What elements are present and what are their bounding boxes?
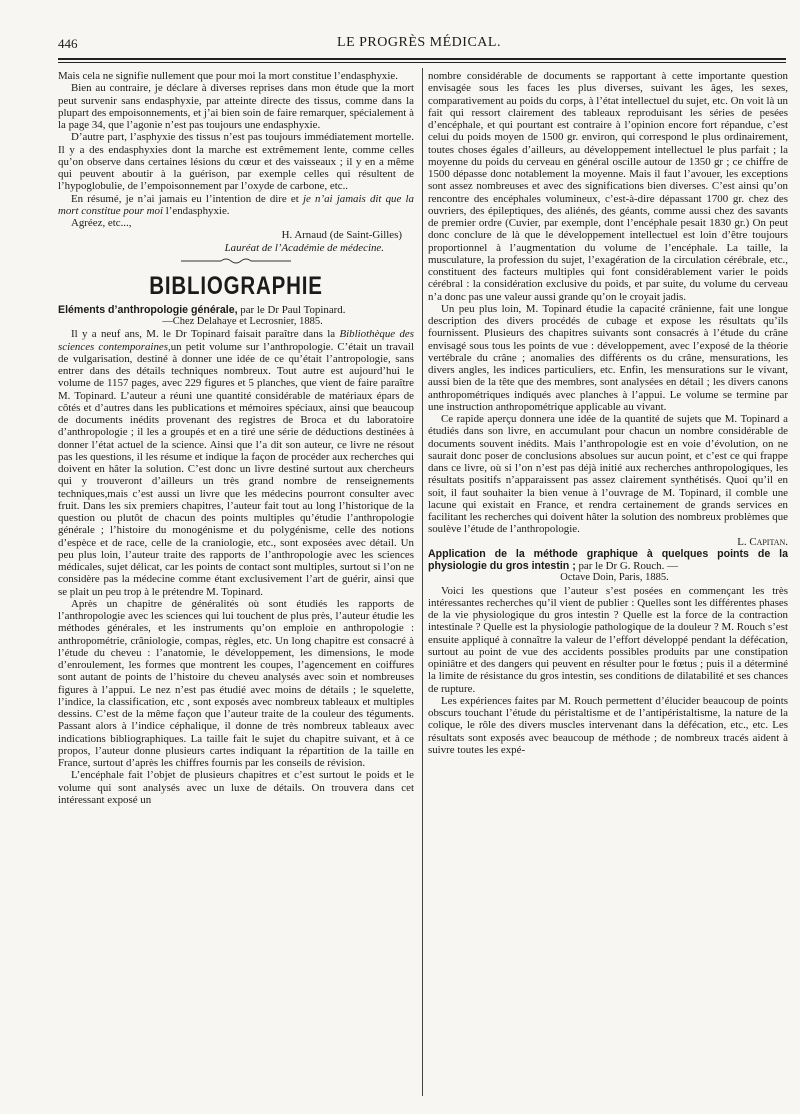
book-heading xyxy=(428,548,788,573)
conclusion-end: l’endasphyxie. xyxy=(162,204,230,217)
left-column xyxy=(58,70,414,1096)
review-text-cont: ,un petit volume sur l’anthropologie. C’était un travail de vulgarisation, destiné à donner une idée de ce qu’était l’antropologie, sans entrer dans des détails techniques nombreux. Tout autre est aujourd’hui le volume de 1157 pages, avec 229 figures et 5 planches, que vient de faire paraître M. Topinard. L’auteur a réuni une quantité considérable de matériaux épars de côtés et d’autres dans les publications et mémoires spéciaux, ainsi que beaucoup de documents inédits provenant des registres de Broca et du laboratoire d’anthropologie ; il les a groupés et en a tiré une série de déductions destinées à donner l’état actuel de la science. Ainsi que l’a dit son auteur, ce livre ne résout pas les questions, il les résume et indique la façon de procéder aux recherches qui doivent en hâter la solution. C’est donc un livre destiné surtout aux chercheurs qui y trouveront d’ailleurs un très grand nombre de renseignements techniques,mais c’est aussi un livre que les médecins pourront consulter avec fruit. Dans les six premiers chapitres, l’auteur fait tout au long l’historique de la question ou plutôt de chacun des points multiples qu’étudie l’anthropologie générale ; l’histoire du monogénisme et du polygénisme, celle des notions d’espèce et de race, celle de la craniologie, etc., sont exposées avec détail. Un peu plus loin, l’auteur traite des rapports de l’anthropologie avec les sciences médicales, sujet délicat, car les points de contact sont multiples, surtout si l’on ne considère pas la médecine comme étant exclusivement l’art de guérir, ainsi que se plait un peu trop à le prétendre M. Topinard. xyxy=(58,340,414,598)
review-italic: Bibliothèque des sciences contemporaines xyxy=(58,328,414,353)
letter-conclusion xyxy=(58,193,414,218)
section-title: BIBLIOGRAPHIE xyxy=(149,271,323,300)
letter-paragraph: Bien au contraire, je déclare à diverses reprises dans mon étude que la mort peut survenir sans endasphyxie, par atteinte directe des tissus, comme dans la plupart des empoisonnements, et j’ai bien soin de faire remarquer, spécialement à la page 34, que l’agonie n’est pas toujours une endasphyxie. xyxy=(58,82,414,131)
book-publisher: Octave Doin, Paris, 1885. xyxy=(560,572,669,584)
conclusion-text: En résumé, je n’ai jamais eu l’intention de dire et xyxy=(71,192,303,205)
header-rule-thin xyxy=(58,62,786,63)
book-publisher: —Chez Delahaye et Lecrosnier, 1885. xyxy=(162,316,323,327)
book-title: Application de la méthode graphique à quelques points de la physiologie du gros intestin ; xyxy=(428,547,788,572)
review-text: Il y a neuf ans, M. le Dr Topinard faisait paraître dans la xyxy=(71,328,340,341)
review-paragraph: Voici les questions que l’auteur s’est posées en commençant les très intéressantes recherches qu’il vient de publier : Quelles sont les différentes phases de la vie physiologique du gros intestin ? Quelle est la force de la contraction intestinale ? Quelle est la physiologie pathologique de la douleur ? M. Rouch s’est ensuite appliqué à connaître la valeur de l’effort développé pendant la défécation, surtout au point de vue des accidents possibles produits par une constipation opiniâtre et des dangers qui peuvent en résulter pour le fœtus ; puis il a déterminé la limite de résistance du gros intestin, ses conditions de dilatabilité et ses chances de rupture. xyxy=(428,584,788,695)
review-signature: L. Capitan. xyxy=(737,535,788,548)
review-paragraph: nombre considérable de documents se rapportant à cette importante question envisagée sous les faces les plus diverses, suivant les âges, les sexes, comparativement au poids du corps, à l’état intellectuel du sujet, etc. On voit là un fait qui ressort clairement des tableaux reproduisant les séries de pesées d’encéphale, et qui pourtant est contraire à l’opinion encore fort répandue, c’est celui du poids moyen de 1500 gr. environ, qui correspond le plus ordinairement, toutes choses égales d’ailleurs, au développement intellectuel le plus parfait ; la moyenne du poids du cerveau en général oscille autour de 1350 gr ; ce chiffre de 1500 dépasse donc notablement la moyenne. Mais il faut l’avouer, les exceptions sont assez nombreuses et avec des significations bien diverses. C’est ainsi qu’on rencontre des encéphales volumineux, c’est-à-dire dépassant 1700 gr. chez des ouvriers, des épileptiques, des aliénés, des géants, comme aussi chez des savants de premier ordre (Cuvier, par exemple, dont l’encéphale pesait 1830 gr.) On peut donc conclure de là que le développement intellectuel est loin d’être toujours proportionnel à l’augmentation du volume de l’encéphale. La taille, la musculature, la profession du sujet, l’exagération de la circulation cérébrale, etc., constituent des facteurs multiples qui font considérablement varier le poids cérébral : la considération exclusive du poids, et par suite, du volume du cerveau n’a donc pas une valeur aussi grande qu’on le croyait jadis. xyxy=(428,70,788,303)
signature-title: Lauréat de l’Académie de médecine. xyxy=(224,241,384,254)
review-paragraph: Après un chapitre de généralités où sont étudiés les rapports de l’anthropologie avec les sciences qui lui touchent de plus près, l’auteur étudie les méthodes générales, et les instruments qu’on emploie en anthropologie : anthropométrie, crâniologie, compas, règles, etc. Un long chapitre est consacré à l’étude du cheveu : l’anatomie, le développement, les dimensions, le mode d’enroulement, les formes que montrent les coupes, l’agencement en coiffures sont autant de points de l’histoire du cheveu analysés avec soin et nombreuses figures à l’appui. Le nez n’est pas étudié avec moins de détails ; le squelette, l’indice, la classification, etc , sont exposés avec nombreux tableaux et multiples dessins. C’est de la même façon que l’auteur traite de la couleur des téguments. Passant alors à l’indice céphalique, il donne de très nombreux tableaux avec indications bibliographiques. La taille fait le sujet du chapitre suivant, et à ce propos, l’auteur donne plusieurs cartes indiquant la répartition de la taille en France, surtout d’après les chiffres fournis par les conseils de révision. xyxy=(58,597,414,769)
page-header xyxy=(58,30,780,56)
book-title: Eléments d’anthropologie générale, xyxy=(58,303,238,316)
letter-closing: Agréez, etc..., xyxy=(71,217,132,229)
review-paragraph: Un peu plus loin, M. Topinard étudie la capacité crânienne, fait une longue description des divers procédés de cubage et expose les résultats qu’ils fournissent. Plusieurs des chapitres suivants sont consacrés à l’étude du crâne envisagé sous tous les points de vue : développement, avec l’exposé de la théorie vertébrale du crâne ; anomalies des différents os du crâne, mensurations, les divers angles, les indices particuliers, etc. Enfin, les mensurations sur le vivant, aussi bien de la tête que des membres, sont analysées en détail ; les divers canons anthropométriques indiqués avec planches à l’appui. Le volume se termine par une instruction anthropométrique applicable au vivant. xyxy=(428,302,788,413)
review-paragraph: Les expériences faites par M. Rouch permettent d’élucider beaucoup de points obscurs touchant l’étude du péristaltisme et de l’antipéristaltisme, la nature de la colique, le rôle des divers muscles intervenant dans la défécation, etc., etc. Les résultats sont exposés avec beaucoup de méthode ; de nombreux tracés aident à suivre toutes les expé- xyxy=(428,694,788,756)
ornament-divider xyxy=(58,257,414,267)
page-number: 446 xyxy=(58,36,78,51)
review-paragraph xyxy=(58,328,414,598)
letter-paragraph: Mais cela ne signifie nullement que pour moi la mort constitue l’endasphyxie. xyxy=(58,70,398,82)
letter-paragraph: D’autre part, l’asphyxie des tissus n’est pas toujours immédiatement mortelle. Il y a des endasphyxies dont la marche est extrêmement lente, comme celles qu’on observe dans certaines lésions du cœur et des vaisseaux ; il y en a même qui peuvent aboutir à la guérison, par exemple celles qui résultent de l’hypoglobulie, de l’empoisonnement par l’oxyde de carbone, etc.. xyxy=(58,131,414,193)
letter-signature: H. Arnaud (de Saint-Gilles) xyxy=(281,229,402,242)
conclusion-italic: je n’ai jamais dit que la mort constitue pour moi xyxy=(58,192,414,217)
header-rule xyxy=(58,58,786,60)
column-divider xyxy=(422,68,423,1096)
right-column xyxy=(428,70,788,1096)
journal-title: LE PROGRÈS MÉDICAL. xyxy=(337,35,501,50)
book-author: par le Dr G. Rouch. — xyxy=(575,560,678,572)
review-paragraph: Ce rapide aperçu donnera une idée de la quantité de sujets que M. Topinard a étudiés dans son livre, en accumulant pour chacun un nombre considérable de documents souvent inédits. Mais l’anthropologie est en voie d’évolution, on ne saurait donc poser de conclusions absolues sur aucun point, et c’est ce qui frappe dans ce livre, où si l’on n’est pas déjà initié aux recherches anthropologiques, les résultats positifs n’apparaissent pas assez clairement synthétisés. Quoi qu’il en soit, il faut souhaiter la bien venue à l’ouvrage de M. Topinard, il comble une lacune qui existait en France, et rendra certainement de grands services en facilitant les recherches qui doivent hâter la solution des nombreux problèmes que soulève l’étude de l’anthropologie. xyxy=(428,413,788,536)
review-paragraph: L’encéphale fait l’objet de plusieurs chapitres et c’est surtout le poids et le volume qui sont analysés avec un luxe de détails. On trouvera dans cet intéressant exposé un xyxy=(58,769,414,806)
ornament-icon xyxy=(181,257,291,265)
book-author: par le Dr Paul Topinard. xyxy=(237,303,346,316)
book-heading xyxy=(58,304,414,316)
